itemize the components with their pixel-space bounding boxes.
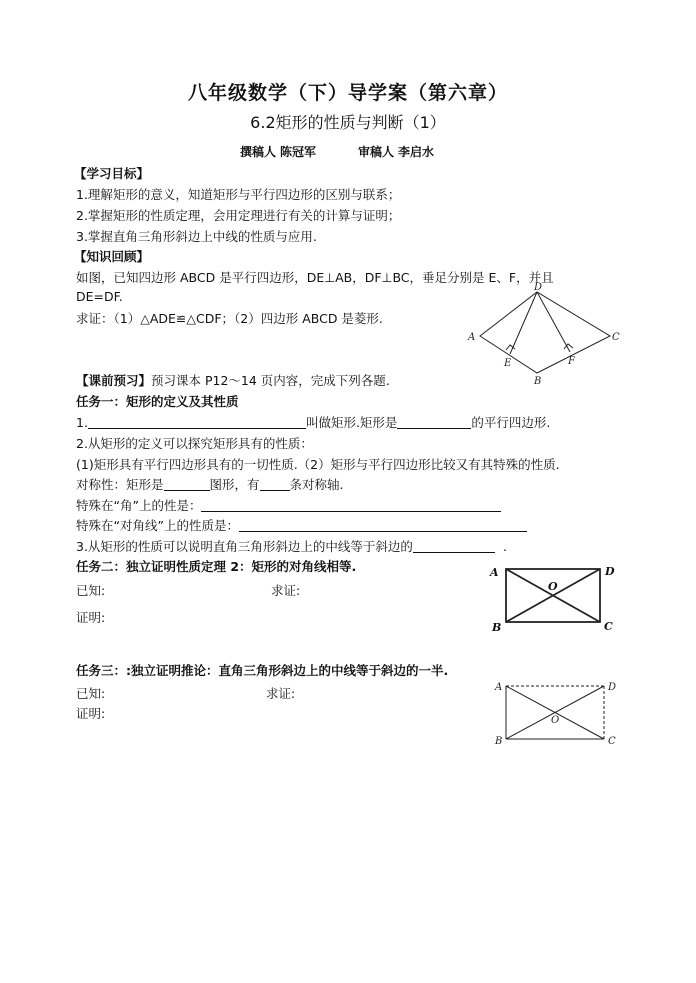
task1-q1-end: 的平行四边形. [471,415,551,430]
goal-item: 2.掌握矩形的性质定理，会用定理进行有关的计算与证明； [76,208,401,223]
task1-angle [76,496,501,514]
task3-known: 已知: [76,686,106,701]
label-f: F [568,356,575,367]
task2-heading: 任务二：独立证明性质定理 2：矩形的对角线相等. [76,559,357,574]
task1-q3 [76,537,507,555]
label-e: E [504,358,512,369]
task3-prove: 求证: [266,686,296,701]
task1-diagonal [76,516,527,534]
label-a: A [468,332,476,343]
goals-heading: 【学习目标】 [74,166,150,181]
label-c: C [604,620,613,633]
task1-q2: 2.从矩形的定义可以探究矩形具有的性质： [76,436,313,451]
task1-symmetry [76,475,344,493]
angle-label: 特殊在“角”上的性是： [76,498,202,513]
review-text-cont: DE=DF. [76,289,123,304]
task3-proof: 证明: [76,706,106,721]
segment-de [510,292,537,354]
sym-mid: 图形，有 [209,477,260,492]
blank-axis-count[interactable] [260,477,290,491]
task1-heading: 任务一：矩形的定义及其性质 [76,394,239,409]
task1-q1-prefix: 1. [76,415,88,430]
preview-heading: 【课前预习】 [76,373,152,388]
preview-intro: 预习课本 P12～14 页内容，完成下列各题. [151,373,390,388]
author-label: 撰稿人 [240,145,277,159]
lesson-subtitle: 6.2矩形的性质与判断（1） [250,113,446,132]
label-d: D [534,282,543,293]
label-b: B [495,736,503,747]
task2-proof: 证明: [76,610,106,625]
task1-q3-text: 3.从矩形的性质可以说明直角三角形斜边上的中线等于斜边的 [76,539,413,554]
label-o: O [551,715,560,726]
blank-median-ratio[interactable] [413,539,495,553]
task1-q2-detail: (1)矩形具有平行四边形具有的一切性质.（2）矩形与平行四边形比较又有其特殊的性质. [76,457,560,472]
preview-line [76,371,390,389]
blank-special[interactable] [397,415,471,429]
rectangle-figure-task2 [488,562,618,634]
task2-known: 已知: [76,583,106,598]
review-prove: 求证：（1）△ADE≌△CDF；（2）四边形 ABCD 是菱形. [76,311,383,326]
rhombus-figure [460,278,625,386]
blank-figure-type[interactable] [164,477,210,491]
label-c: C [608,736,616,747]
label-d: D [605,565,615,578]
author-name: 陈冠军 [280,145,317,159]
blank-definition[interactable] [88,415,306,429]
sym-prefix: 对称性：矩形是 [76,477,164,492]
goal-item: 3.掌握直角三角形斜边上中线的性质与应用. [76,229,317,244]
task2-prove: 求证: [271,583,301,598]
sym-end: 条对称轴. [289,477,344,492]
reviewer-label: 审稿人 [358,145,395,159]
label-b: B [492,621,502,634]
review-heading: 【知识回顾】 [74,249,150,264]
reviewer-name: 李启水 [398,145,435,159]
segment-df [537,292,570,352]
label-o: O [548,580,558,593]
label-a: A [490,566,499,579]
goal-item: 1.理解矩形的意义，知道矩形与平行四边形的区别与联系； [76,187,401,202]
task1-q1-mid: 叫做矩形.矩形是 [305,415,398,430]
rhombus-outline [480,292,610,373]
page-title: 八年级数学（下）导学案（第六章） [187,82,508,104]
author-line [240,143,438,160]
review-text: 如图，已知四边形 ABCD 是平行四边形，DE⊥AB，DF⊥BC，垂足分别是 E、F，并且 [76,270,554,285]
blank-diagonal-property[interactable] [239,518,527,532]
label-d: D [608,682,617,693]
label-c: C [612,332,620,343]
label-a: A [495,682,503,693]
diag-label: 特殊在“对角线”上的性质是： [76,518,239,533]
blank-angle-property[interactable] [201,498,501,512]
task1-q1 [76,413,550,431]
rectangle-figure-task3 [490,676,625,748]
task3-heading: 任务三：:独立证明推论：直角三角形斜边上的中线等于斜边的一半. [76,663,449,678]
task1-q3-end: . [502,539,507,554]
label-b: B [534,376,542,386]
